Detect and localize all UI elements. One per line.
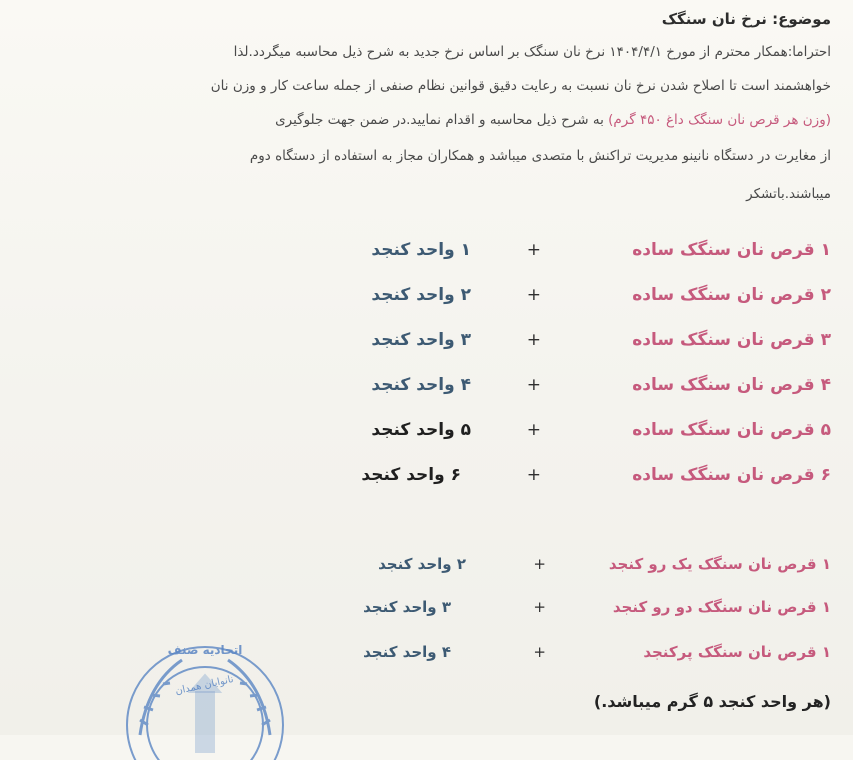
stamp-text-mid: نانوایان همدان — [174, 674, 235, 698]
subject-heading: موضوع: نرخ نان سنگک — [661, 10, 831, 28]
sesame-units: ۵ واحد کنجد — [371, 420, 471, 440]
plus-sign: + — [526, 420, 541, 440]
bread-quantity: ۱ قرص نان سنگک دو رو کنجد — [612, 598, 831, 616]
sesame-units: ۶ واحد کنجد — [361, 465, 461, 485]
list-item — [231, 420, 831, 450]
sesame-units: ۲ واحد کنجد — [371, 285, 471, 305]
list-item — [231, 240, 831, 270]
plus-sign: + — [526, 285, 541, 305]
sesame-units: ۳ واحد کنجد — [363, 598, 451, 616]
bread-quantity: ۵ قرص نان سنگک ساده — [632, 420, 831, 440]
intro-line-3-rest: به شرح ذیل محاسبه و اقدام نمایید.در ضمن جهت جلوگیری — [275, 112, 604, 128]
bread-quantity: ۲ قرص نان سنگک ساده — [632, 285, 831, 305]
plus-sign: + — [526, 375, 541, 395]
sesame-unit-footnote: (هر واحد کنجد ۵ گرم میباشد.) — [593, 692, 831, 711]
sesame-units: ۴ واحد کنجد — [363, 643, 451, 661]
intro-line-2: خواهشمند است تا اصلاح شدن نرخ نان نسبت به رعایت دقیق قوانین نظام صنفی از جمله ساعت کار و وزن نان — [210, 78, 831, 94]
intro-line-3 — [275, 112, 831, 128]
bread-weight-note: (وزن هر قرص نان سنگک داغ ۴۵۰ گرم) — [608, 112, 831, 128]
guild-stamp-icon — [120, 630, 290, 760]
stamp-text-top: اتحادیه صنف — [167, 643, 243, 657]
plus-sign: + — [533, 555, 546, 573]
bread-quantity: ۳ قرص نان سنگک ساده — [632, 330, 831, 350]
plus-sign: + — [526, 330, 541, 350]
sesame-units: ۱ واحد کنجد — [371, 240, 471, 260]
plus-sign: + — [526, 465, 541, 485]
intro-line-4: از مغایرت در دستگاه نانینو مدیریت تراکنش با متصدی میباشد و همکاران مجاز به استفاده از دستگاه دوم — [249, 148, 831, 164]
plus-sign: + — [533, 598, 546, 616]
list-item — [231, 465, 831, 495]
list-item — [231, 598, 831, 626]
list-item — [231, 285, 831, 315]
list-item — [231, 643, 831, 671]
list-item — [231, 555, 831, 583]
sesame-units: ۴ واحد کنجد — [371, 375, 471, 395]
list-item — [231, 375, 831, 405]
plus-sign: + — [526, 240, 541, 260]
sesame-units: ۲ واحد کنجد — [378, 555, 466, 573]
intro-line-5: میباشند.باتشکر — [746, 186, 831, 202]
bread-quantity: ۱ قرص نان سنگک یک رو کنجد — [608, 555, 831, 573]
bread-quantity: ۶ قرص نان سنگک ساده — [632, 465, 831, 485]
sesame-units: ۳ واحد کنجد — [371, 330, 471, 350]
bread-quantity: ۴ قرص نان سنگک ساده — [632, 375, 831, 395]
intro-line-1: احتراما:همکار محترم از مورخ ۱۴۰۴/۴/۱ نرخ نان سنگک بر اساس نرخ جدید به شرح ذیل محاسبه میگردد.لذا — [233, 44, 831, 60]
bread-quantity: ۱ قرص نان سنگک پرکنجد — [643, 643, 831, 661]
bread-quantity: ۱ قرص نان سنگک ساده — [632, 240, 831, 260]
plus-sign: + — [533, 643, 546, 661]
list-item — [231, 330, 831, 360]
